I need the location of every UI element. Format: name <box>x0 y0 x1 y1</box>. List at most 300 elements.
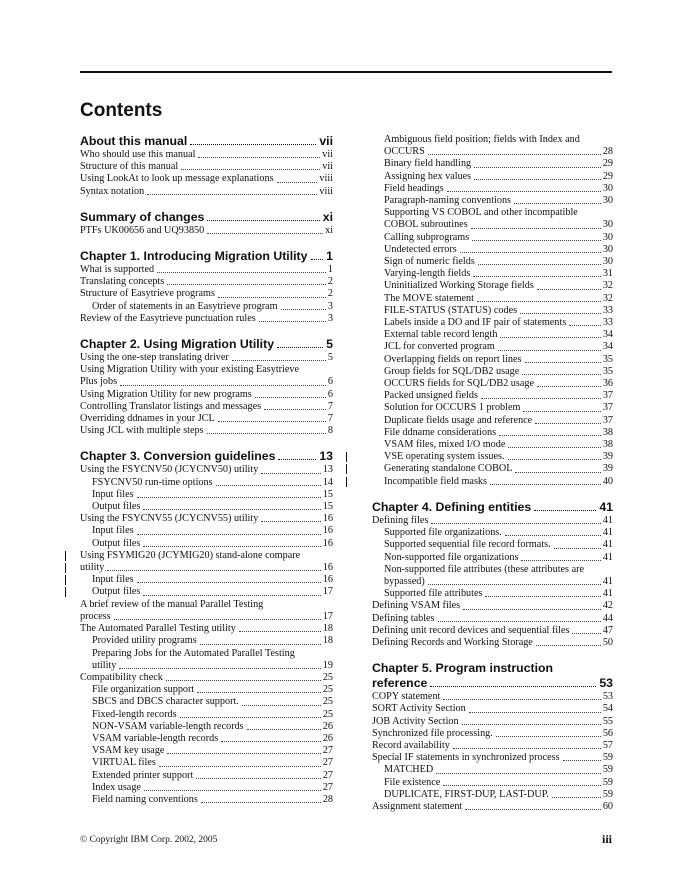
toc-entry[interactable] <box>80 301 333 313</box>
toc-entry-text: Controlling Translator listings and messages <box>80 400 262 412</box>
dot-leader <box>247 729 321 730</box>
toc-page: 34 <box>602 341 613 353</box>
toc-entry[interactable] <box>80 794 333 806</box>
toc-entry[interactable] <box>80 684 333 696</box>
dot-leader <box>137 497 321 498</box>
toc-entry[interactable] <box>372 703 613 715</box>
chapter-heading[interactable] <box>80 337 333 352</box>
toc-entry[interactable] <box>372 207 613 219</box>
dot-leader <box>500 337 600 338</box>
toc-entry[interactable] <box>372 305 613 317</box>
toc-page: 1 <box>327 264 333 276</box>
dot-leader <box>120 385 326 386</box>
dot-leader <box>508 459 601 460</box>
toc-entry-text: Defining files <box>372 514 429 526</box>
toc-page: 16 <box>322 562 333 574</box>
toc-left-column <box>80 134 333 806</box>
toc-entry-text: Review of the Easytrieve punctuation rules <box>80 312 256 324</box>
toc-page: 15 <box>322 488 333 500</box>
toc-entry[interactable] <box>372 600 613 612</box>
toc-entry-text: Using the FSYCNV50 (JCYCNV50) utility <box>80 464 259 476</box>
dot-leader <box>481 398 601 399</box>
toc-page: 3 <box>327 300 333 312</box>
toc-entry-text: OCCURS <box>384 146 425 158</box>
toc-entry[interactable] <box>80 538 333 550</box>
toc-entry[interactable] <box>80 757 333 769</box>
toc-page: 16 <box>322 574 333 586</box>
toc-entry-text: Defining VSAM files <box>372 600 461 612</box>
toc-entry[interactable] <box>372 637 613 649</box>
toc-page: 2 <box>327 276 333 288</box>
toc-page: 30 <box>602 182 613 194</box>
dot-leader <box>137 582 321 583</box>
dot-leader <box>147 194 317 195</box>
toc-entry-text: Special IF statements in synchronized process <box>372 752 560 764</box>
toc-entry-text: Using Migration Utility for new programs <box>80 388 252 400</box>
toc-entry[interactable] <box>80 648 333 660</box>
toc-page: 30 <box>602 195 613 207</box>
toc-entry-text: utility <box>92 659 117 671</box>
toc-page: 18 <box>322 635 333 647</box>
dot-leader <box>167 753 320 754</box>
dot-leader <box>523 411 600 412</box>
toc-page: 3 <box>327 312 333 324</box>
toc-entry[interactable] <box>80 635 333 647</box>
toc-page: viii <box>319 173 333 185</box>
chapter-heading-text: Chapter 5. Program instruction <box>372 661 554 676</box>
dot-leader <box>239 631 321 632</box>
dot-leader <box>218 421 326 422</box>
toc-entry-text: Calling subprograms <box>384 231 470 243</box>
toc-entry-text: Overriding ddnames in your JCL <box>80 413 215 425</box>
dot-leader <box>190 144 316 145</box>
toc-entry-text: Field headings <box>384 182 444 194</box>
toc-page: 44 <box>602 612 613 624</box>
toc-entry[interactable] <box>80 352 333 364</box>
dot-leader <box>428 154 601 155</box>
dot-leader <box>465 809 601 810</box>
toc-entry-text: VIRTUAL files <box>92 757 156 769</box>
dot-leader <box>462 724 601 725</box>
toc-entry-text: Binary field handling <box>384 158 472 170</box>
dot-leader <box>525 362 601 363</box>
toc-entry[interactable] <box>80 401 333 413</box>
toc-entry-text: Non-supported file attributes (these attributes are <box>384 563 585 575</box>
toc-page: 16 <box>322 537 333 549</box>
toc-entry-text: Undetected errors <box>384 243 457 255</box>
chapter-page: xi <box>322 209 333 224</box>
toc-entry-text: Duplicate fields usage and reference <box>384 414 533 426</box>
toc-entry[interactable] <box>80 501 333 513</box>
toc-page: vii <box>322 161 333 173</box>
toc-entry[interactable] <box>80 782 333 794</box>
chapter-heading[interactable] <box>80 210 333 225</box>
dot-leader <box>498 350 601 351</box>
dot-leader <box>157 272 326 273</box>
toc-entry-text: Record availability <box>372 739 450 751</box>
toc-entry-text: Defining unit record devices and sequential files <box>372 624 570 636</box>
toc-entry[interactable] <box>80 513 333 525</box>
dot-leader <box>534 510 596 511</box>
dot-leader <box>514 203 601 204</box>
toc-page: 31 <box>602 268 613 280</box>
toc-entry[interactable] <box>80 264 333 276</box>
toc-entry[interactable] <box>80 709 333 721</box>
toc-entry-text: NON-VSAM variable-length records <box>92 720 244 732</box>
toc-page: xi <box>325 224 333 236</box>
dot-leader <box>485 596 600 597</box>
toc-entry-cont[interactable] <box>80 660 333 672</box>
dot-leader <box>438 621 601 622</box>
dot-leader <box>463 609 601 610</box>
toc-entry-text: Syntax notation <box>80 185 145 197</box>
toc-entry-text: Group fields for SQL/DB2 usage <box>384 365 520 377</box>
toc-entry-text: bypassed) <box>384 575 425 587</box>
toc-entry[interactable] <box>80 550 333 562</box>
toc-entry[interactable] <box>372 588 613 600</box>
toc-page: 18 <box>322 623 333 635</box>
toc-page: 16 <box>322 525 333 537</box>
toc-entry[interactable] <box>372 232 613 244</box>
toc-entry-text: Assigning hex values <box>384 170 472 182</box>
dot-leader <box>198 157 320 158</box>
toc-entry[interactable] <box>80 225 333 237</box>
toc-entry[interactable] <box>372 317 613 329</box>
dot-leader <box>259 321 326 322</box>
toc-page: 29 <box>602 170 613 182</box>
toc-entry[interactable] <box>372 439 613 451</box>
toc-entry[interactable] <box>80 477 333 489</box>
dot-leader <box>159 766 321 767</box>
dot-leader <box>277 182 318 183</box>
toc-page: 7 <box>327 400 333 412</box>
toc-entry-text: Uninitialized Working Storage fields <box>384 280 534 292</box>
toc-page: 14 <box>322 476 333 488</box>
toc-entry[interactable] <box>372 740 613 752</box>
toc-entry[interactable] <box>372 280 613 292</box>
dot-leader <box>537 386 601 387</box>
dot-leader <box>508 447 600 448</box>
toc-entry[interactable] <box>80 599 333 611</box>
toc-entry-text: JOB Activity Section <box>372 715 459 727</box>
toc-page: 17 <box>322 610 333 622</box>
toc-entry-text: Order of statements in an Easytrieve program <box>92 300 278 312</box>
toc-page: 6 <box>327 388 333 400</box>
toc-entry-cont[interactable] <box>372 576 613 588</box>
chapter-heading[interactable] <box>80 249 333 264</box>
toc-entry[interactable] <box>80 770 333 782</box>
toc-page: 25 <box>322 684 333 696</box>
toc-entry[interactable] <box>372 244 613 256</box>
dot-leader <box>196 778 321 779</box>
toc-page: 27 <box>322 781 333 793</box>
toc-entry[interactable] <box>372 801 613 813</box>
toc-entry-cont[interactable] <box>372 146 613 158</box>
dot-leader <box>430 686 596 687</box>
toc-entry[interactable] <box>372 195 613 207</box>
dot-leader <box>563 760 601 761</box>
toc-entry[interactable] <box>80 413 333 425</box>
toc-page: 60 <box>602 800 613 812</box>
toc-page: 19 <box>322 659 333 671</box>
toc-page: 6 <box>327 376 333 388</box>
toc-entry[interactable] <box>372 341 613 353</box>
toc-page: 35 <box>602 353 613 365</box>
toc-entry[interactable] <box>372 134 613 146</box>
toc-page: 41 <box>602 575 613 587</box>
dot-leader <box>216 485 321 486</box>
dot-leader <box>261 473 321 474</box>
toc-entry-text: Supported file attributes <box>384 588 483 600</box>
toc-entry[interactable] <box>372 390 613 402</box>
toc-entry[interactable] <box>80 696 333 708</box>
toc-entry-text: SBCS and DBCS character support. <box>92 696 239 708</box>
toc-entry[interactable] <box>372 539 613 551</box>
toc-page: 56 <box>602 727 613 739</box>
toc-entry-text: OCCURS fields for SQL/DB2 usage <box>384 378 534 390</box>
toc-entry[interactable] <box>80 574 333 586</box>
toc-entry-text: SORT Activity Section <box>372 703 466 715</box>
toc-entry-text: File ddname considerations <box>384 426 497 438</box>
dot-leader <box>166 680 321 681</box>
dot-leader <box>490 484 601 485</box>
toc-entry[interactable] <box>80 464 333 476</box>
toc-entry[interactable] <box>372 552 613 564</box>
toc-entry[interactable] <box>372 777 613 789</box>
toc-entry[interactable] <box>80 733 333 745</box>
chapter-heading[interactable] <box>80 449 333 464</box>
toc-page: 59 <box>602 776 613 788</box>
dot-leader <box>281 309 326 310</box>
dot-leader <box>537 289 601 290</box>
dot-leader <box>521 560 600 561</box>
toc-page: 50 <box>602 636 613 648</box>
toc-entry-text: Incompatible field masks <box>384 475 487 487</box>
toc-entry[interactable] <box>80 489 333 501</box>
page-number: iii <box>601 832 612 846</box>
toc-entry[interactable] <box>372 691 613 703</box>
toc-entry[interactable] <box>80 623 333 635</box>
toc-entry-cont[interactable] <box>372 219 613 231</box>
dot-leader <box>207 220 319 221</box>
chapter-heading[interactable] <box>80 134 333 149</box>
toc-entry-text: VSAM variable-length records <box>92 732 219 744</box>
toc-entry[interactable] <box>372 515 613 527</box>
chapter-page: 13 <box>319 449 333 464</box>
toc-entry[interactable] <box>80 425 333 437</box>
toc-entry[interactable] <box>80 672 333 684</box>
toc-entry[interactable] <box>80 389 333 401</box>
toc-entry-text: Preparing Jobs for the Automated Parallel Testing <box>92 647 295 659</box>
toc-entry-text: Output files <box>92 501 141 513</box>
dot-leader <box>167 284 326 285</box>
dot-leader <box>232 360 326 361</box>
toc-page: 41 <box>602 588 613 600</box>
toc-entry[interactable] <box>372 728 613 740</box>
toc-entry[interactable] <box>80 276 333 288</box>
dot-leader <box>499 435 601 436</box>
toc-entry[interactable] <box>372 354 613 366</box>
chapter-heading-text: Chapter 2. Using Migration Utility <box>80 337 275 352</box>
toc-entry[interactable] <box>372 293 613 305</box>
toc-entry-text: Paragraph-naming conventions <box>384 195 512 207</box>
dot-leader <box>144 790 321 791</box>
dot-leader <box>242 705 321 706</box>
toc-entry-text: utility <box>80 562 105 574</box>
toc-entry-text: File existence <box>384 776 441 788</box>
dot-leader <box>311 259 324 260</box>
toc-entry-text: Input files <box>92 574 134 586</box>
toc-entry[interactable] <box>372 625 613 637</box>
toc-entry-text: FILE-STATUS (STATUS) codes <box>384 304 518 316</box>
toc-page: 25 <box>322 671 333 683</box>
toc-entry[interactable] <box>372 183 613 195</box>
toc-entry[interactable] <box>372 789 613 801</box>
chapter-heading[interactable] <box>372 500 613 515</box>
toc-page: 7 <box>327 413 333 425</box>
toc-page: 36 <box>602 378 613 390</box>
toc-page: 27 <box>322 745 333 757</box>
dot-leader <box>522 374 601 375</box>
toc-right-column <box>372 134 613 813</box>
toc-page: viii <box>319 185 333 197</box>
dot-leader <box>197 692 321 693</box>
toc-page: 8 <box>327 425 333 437</box>
toc-page: 37 <box>602 402 613 414</box>
dot-leader <box>447 191 601 192</box>
toc-entry-text: COBOL subroutines <box>384 219 468 231</box>
toc-page: 39 <box>602 463 613 475</box>
toc-entry[interactable] <box>80 288 333 300</box>
dot-leader <box>143 595 320 596</box>
toc-entry-text: A brief review of the manual Parallel Testing <box>80 598 264 610</box>
toc-entry-text: VSE operating system issues. <box>384 451 505 463</box>
toc-entry[interactable] <box>372 402 613 414</box>
toc-entry[interactable] <box>80 186 333 198</box>
toc-page: 2 <box>327 288 333 300</box>
dot-leader <box>137 534 321 535</box>
toc-entry[interactable] <box>80 745 333 757</box>
toc-entry[interactable] <box>372 764 613 776</box>
toc-entry-cont[interactable] <box>80 562 333 574</box>
chapter-heading-text: Chapter 3. Conversion guidelines <box>80 449 276 464</box>
toc-entry-text: Who should use this manual <box>80 149 196 160</box>
dot-leader <box>436 773 601 774</box>
toc-entry[interactable] <box>372 564 613 576</box>
toc-page: 59 <box>602 752 613 764</box>
toc-entry[interactable] <box>80 525 333 537</box>
toc-entry[interactable] <box>80 313 333 325</box>
dot-leader <box>474 167 601 168</box>
dot-leader <box>469 712 601 713</box>
toc-entry-cont[interactable] <box>80 376 333 388</box>
toc-entry[interactable] <box>80 173 333 185</box>
toc-entry-text: Extended printer support <box>92 769 194 781</box>
toc-entry[interactable] <box>372 752 613 764</box>
toc-entry[interactable] <box>372 451 613 463</box>
toc-entry[interactable] <box>372 329 613 341</box>
toc-entry[interactable] <box>80 364 333 376</box>
toc-entry[interactable] <box>80 721 333 733</box>
toc-entry[interactable] <box>372 427 613 439</box>
toc-page: 47 <box>602 624 613 636</box>
toc-entry-text: Labels inside a DO and IF pair of statements <box>384 317 567 329</box>
toc-entry-text: MATCHED <box>384 764 434 776</box>
toc-entry-text: JCL for converted program <box>384 341 495 353</box>
toc-entry[interactable] <box>80 149 333 161</box>
toc-entry[interactable] <box>372 716 613 728</box>
toc-page: 17 <box>322 586 333 598</box>
toc-entry[interactable] <box>372 366 613 378</box>
toc-entry[interactable] <box>372 613 613 625</box>
dot-leader <box>472 240 601 241</box>
toc-entry-text: Generating standalone COBOL <box>384 463 513 475</box>
chapter-heading[interactable] <box>372 661 613 676</box>
toc-page: 39 <box>602 451 613 463</box>
toc-entry[interactable] <box>372 378 613 390</box>
toc-entry-text: The MOVE statement <box>384 292 474 304</box>
toc-entry[interactable] <box>372 463 613 475</box>
dot-leader <box>143 546 320 547</box>
toc-entry[interactable] <box>372 256 613 268</box>
toc-entry-text: VSAM key usage <box>92 745 165 757</box>
dot-leader <box>535 423 601 424</box>
chapter-heading-cont[interactable] <box>372 676 613 691</box>
toc-page: 32 <box>602 280 613 292</box>
chapter-heading-text: Summary of changes <box>80 209 205 224</box>
toc-page: 30 <box>602 231 613 243</box>
toc-page: 40 <box>602 475 613 487</box>
toc-page: 26 <box>322 720 333 732</box>
toc-entry[interactable] <box>80 586 333 598</box>
dot-leader <box>460 252 601 253</box>
dot-leader <box>478 264 601 265</box>
toc-entry-text: Output files <box>92 537 141 549</box>
toc-entry[interactable] <box>372 527 613 539</box>
dot-leader <box>520 313 601 314</box>
chapter-heading-text: Chapter 1. Introducing Migration Utility <box>80 249 308 264</box>
chapter-heading-text: reference <box>372 676 428 691</box>
toc-page: 42 <box>602 600 613 612</box>
toc-entry[interactable] <box>372 171 613 183</box>
toc-entry-text: Sign of numeric fields <box>384 256 475 268</box>
page-title: Contents <box>80 100 163 121</box>
dot-leader <box>536 645 601 646</box>
toc-entry[interactable] <box>372 476 613 488</box>
toc-entry[interactable] <box>372 158 613 170</box>
toc-entry[interactable] <box>372 268 613 280</box>
dot-leader <box>443 785 601 786</box>
toc-page: 5 <box>327 352 333 364</box>
toc-entry[interactable] <box>80 161 333 173</box>
toc-entry-cont[interactable] <box>80 611 333 623</box>
toc-entry[interactable] <box>372 415 613 427</box>
dot-leader <box>428 584 601 585</box>
toc-entry-text: Ambiguous field position; fields with Index and <box>384 134 580 145</box>
toc-entry-text: Defining Records and Working Storage <box>372 636 533 648</box>
toc-entry-text: FSYCNV50 run-time options <box>92 476 213 488</box>
toc-entry-text: Using LookAt to look up message explanations <box>80 173 274 185</box>
toc-page: 41 <box>602 539 613 551</box>
dot-leader <box>477 301 601 302</box>
toc-entry-text: What is supported <box>80 264 155 276</box>
toc-page: 13 <box>322 464 333 476</box>
toc-page: 32 <box>602 292 613 304</box>
toc-page: 37 <box>602 414 613 426</box>
dot-leader <box>255 397 326 398</box>
dot-leader <box>431 523 601 524</box>
dot-leader <box>221 741 321 742</box>
